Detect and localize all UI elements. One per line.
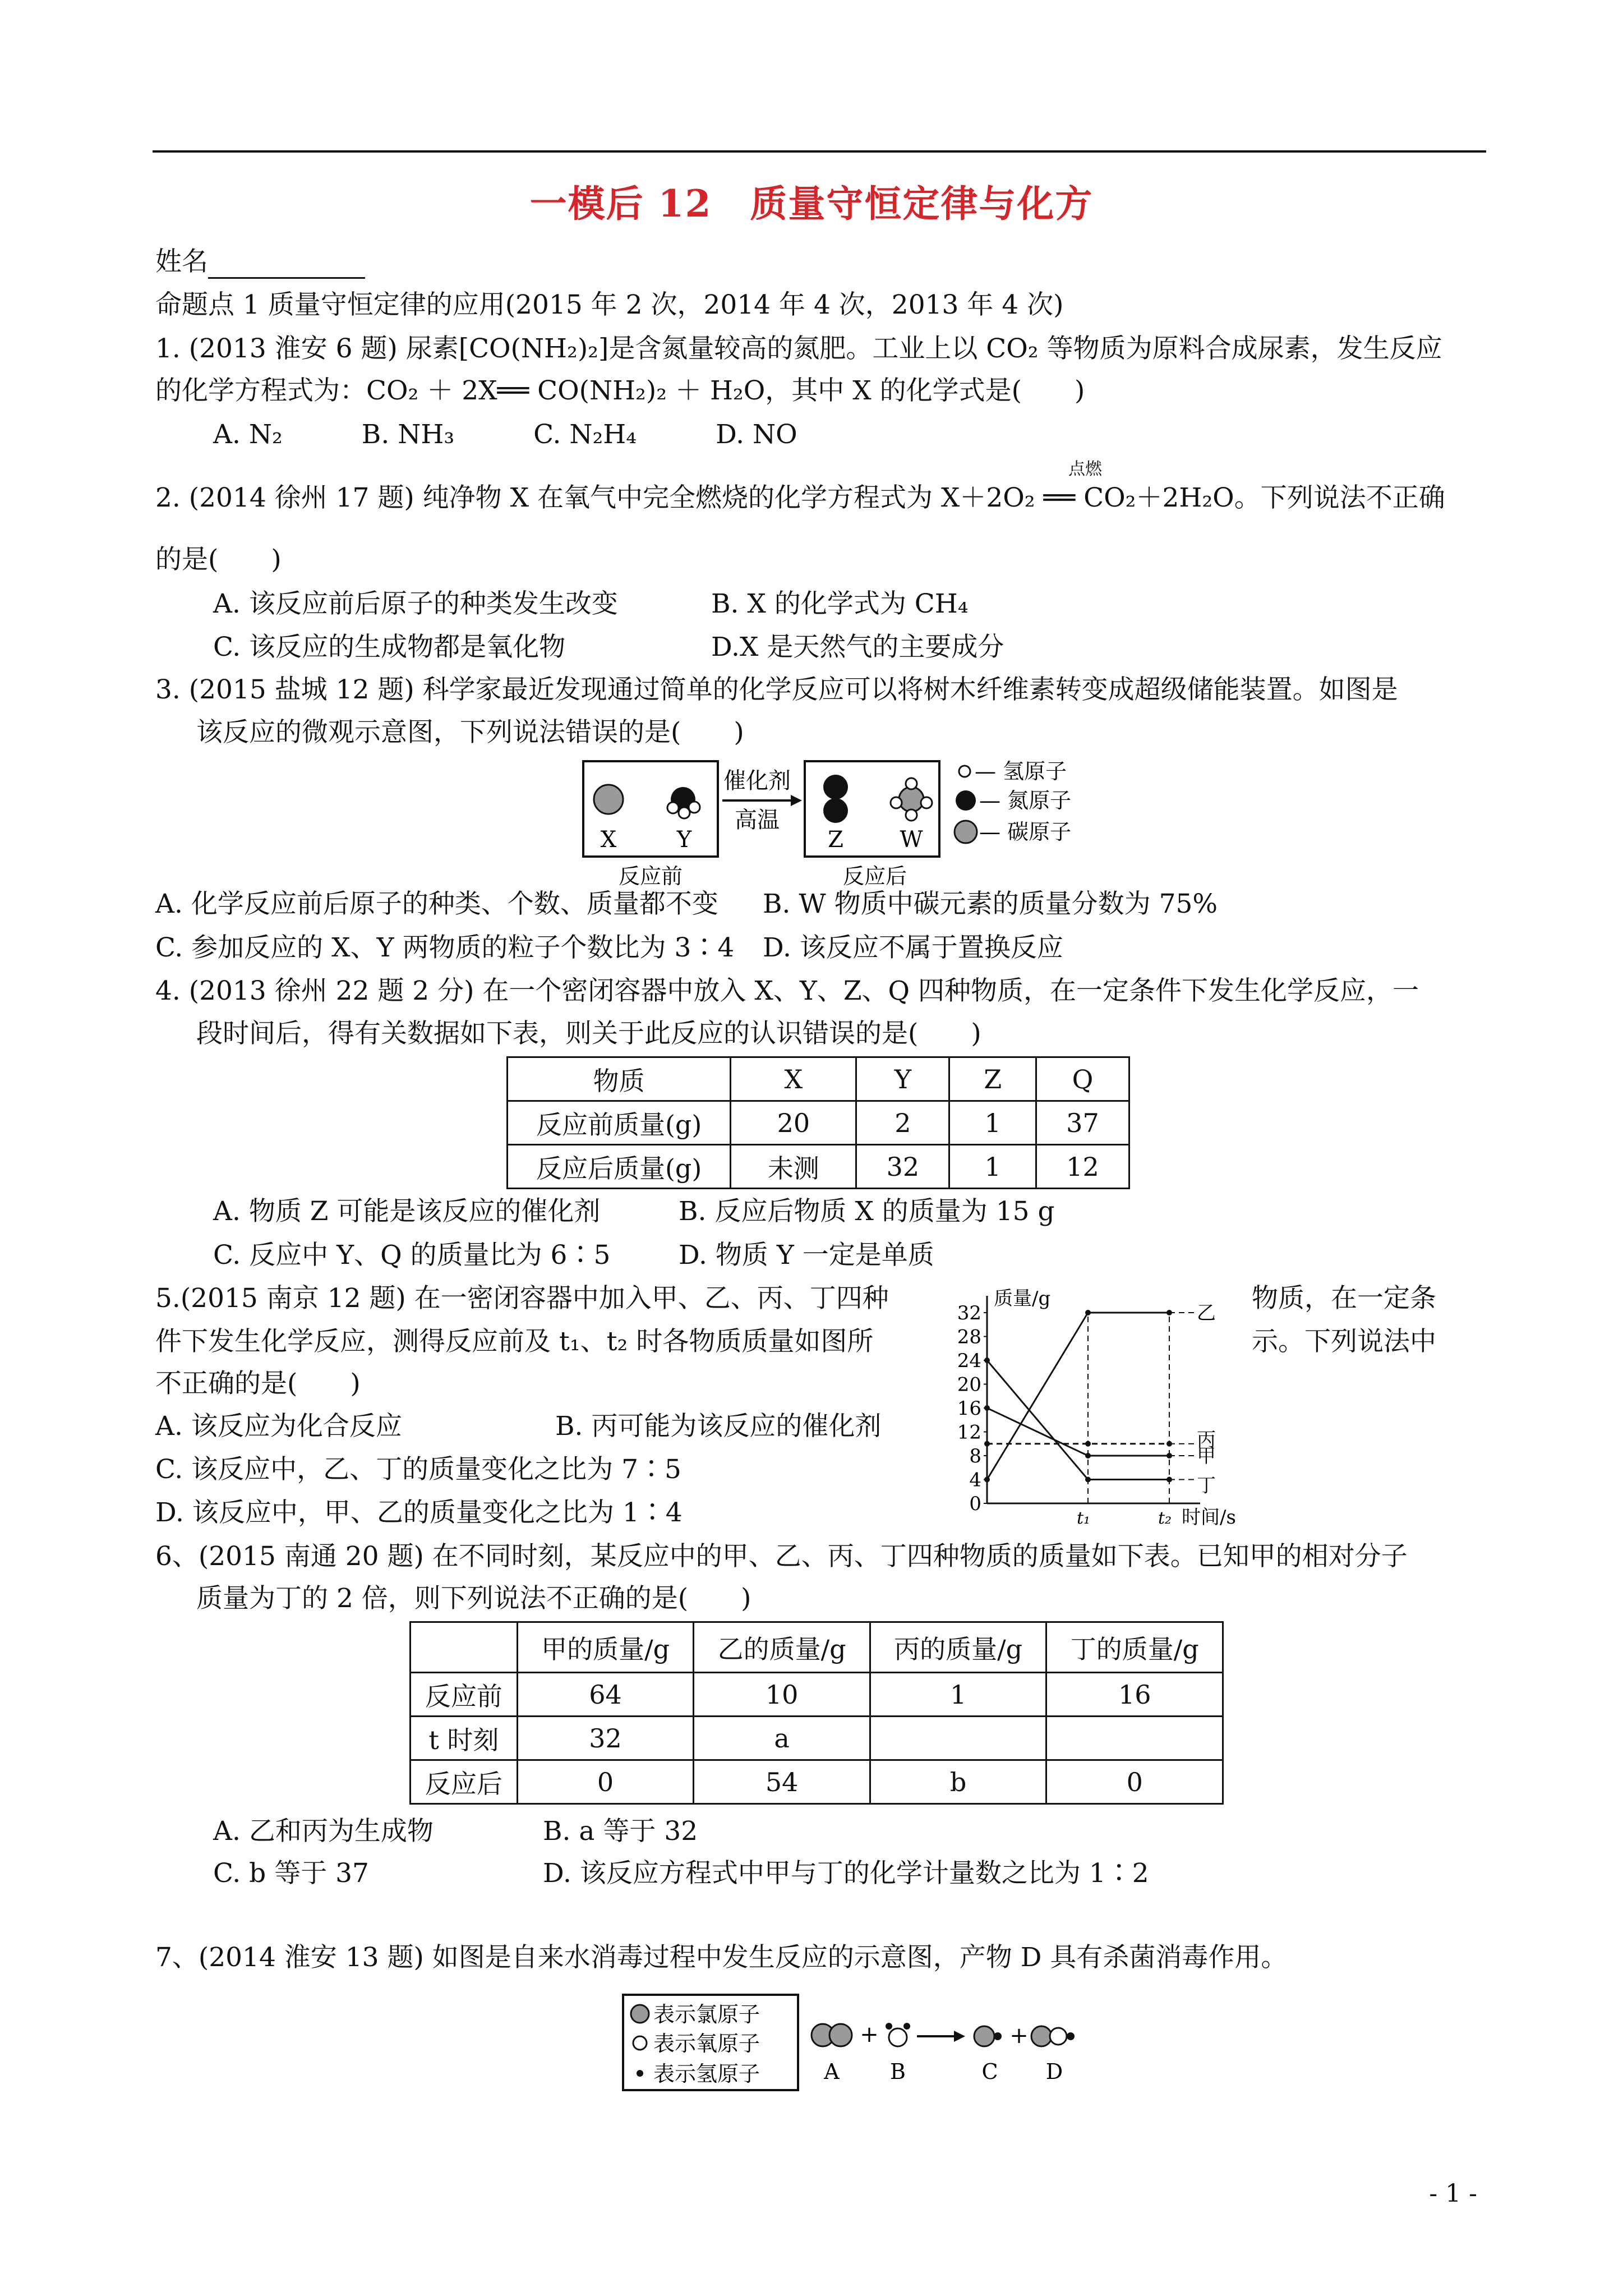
data-point	[1085, 1477, 1091, 1483]
plus-sign: +	[860, 2022, 879, 2047]
table-cell: X	[731, 1057, 856, 1101]
y-tick-label: 24	[957, 1350, 981, 1372]
label-catalyst: 催化剂	[723, 768, 791, 794]
q3-option-d: D. 该反应不属于置换反应	[763, 932, 1063, 963]
table-row	[411, 1673, 1223, 1717]
table-cell: 32	[856, 1145, 949, 1189]
legend-nitrogen-icon	[956, 790, 976, 811]
legend-hydrogen-dot: 表示氢原子	[653, 2062, 760, 2086]
series-line-丁	[987, 1360, 1169, 1480]
table-cell: 12	[1036, 1145, 1129, 1189]
table-cell: 甲的质量/g	[517, 1622, 694, 1673]
arrow-head	[791, 795, 802, 806]
q6-option-a: A. 乙和丙为生成物	[213, 1816, 434, 1847]
q2-condition: 点燃	[1068, 459, 1102, 479]
table-cell: 2	[856, 1101, 949, 1145]
table-cell: 0	[1046, 1760, 1223, 1804]
q5-option-a: A. 该反应为化合反应	[155, 1411, 402, 1442]
y-tick-label: 28	[957, 1326, 981, 1349]
x-carbon-atom	[594, 785, 623, 814]
table-cell: 丙的质量/g	[870, 1622, 1046, 1673]
plus-sign: +	[1009, 2023, 1029, 2049]
data-point	[1085, 1453, 1091, 1458]
series-line-乙	[987, 1313, 1169, 1480]
q6-option-c: C. b 等于 37	[213, 1858, 369, 1889]
q4-option-d: D. 物质 Y 一定是单质	[679, 1240, 934, 1271]
series-label: 丙	[1197, 1428, 1216, 1451]
y-tick-label: 12	[957, 1421, 981, 1444]
y-tick-label: 16	[957, 1397, 981, 1420]
molecule-d-oxygen	[1050, 2028, 1067, 2045]
q1-options: A. N₂ B. NH₃ C. N₂H₄ D. NO	[213, 419, 797, 450]
q6-line2: 质量为丁的 2 倍，则下列说法不正确的是( )	[196, 1583, 751, 1614]
name-blank[interactable]	[208, 252, 365, 279]
arrow-head	[954, 2031, 965, 2042]
table-cell: 20	[731, 1101, 856, 1145]
table-cell	[870, 1717, 1046, 1760]
table-cell: 10	[694, 1673, 870, 1717]
q3-line1: 3. (2015 盐城 12 题) 科学家最近发现通过简单的化学反应可以将树木纤维素转变成超级储能装置。如图是	[155, 674, 1398, 705]
q5-option-c: C. 该反应中，乙、丁的质量变化之比为 7∶5	[155, 1454, 681, 1485]
legend-oxygen-icon	[633, 2036, 647, 2050]
q4-option-c: C. 反应中 Y、Q 的质量比为 6∶5	[213, 1240, 611, 1271]
table-cell: Y	[856, 1057, 949, 1101]
table-cell: t 时刻	[411, 1717, 518, 1760]
q2-option-d: D.X 是天然气的主要成分	[711, 632, 1004, 662]
molecule-c-chlorine	[974, 2026, 994, 2046]
table-cell: 32	[517, 1717, 694, 1760]
series-label: 乙	[1197, 1302, 1216, 1324]
q6-table	[409, 1621, 1224, 1805]
q5-mass-time-chart	[948, 1279, 1251, 1526]
q1-line2: 的化学方程式为：CO₂ ＋ 2X══ CO(NH₂)₂ ＋ H₂O，其中 X 的化学式是( )	[155, 375, 1085, 406]
legend-chlorine-icon	[631, 2005, 649, 2023]
table-cell: 54	[694, 1760, 870, 1804]
w-hydrogen-atom	[891, 797, 902, 808]
table-cell	[1046, 1717, 1223, 1760]
q7-line1: 7、(2014 淮安 13 题) 如图是自来水消毒过程中发生反应的示意图，产物 D 具有杀菌消毒作用。	[155, 1942, 1288, 1973]
name-line	[155, 245, 365, 279]
page-number: - 1 -	[1429, 2179, 1477, 2208]
z-nitrogen-atom	[823, 775, 848, 799]
y-axis-label: 质量/g	[994, 1287, 1051, 1310]
section-heading: 命题点 1 质量守恒定律的应用(2015 年 2 次，2014 年 4 次，2013 年 4 次)	[155, 289, 1064, 320]
q5-line3: 不正确的是( )	[155, 1368, 361, 1399]
q5-line1b: 物质，在一定条	[1252, 1283, 1436, 1314]
legend-oxygen: 表示氧原子	[653, 2031, 760, 2056]
table-cell: 反应前质量(g)	[508, 1101, 731, 1145]
q4-option-b: B. 反应后物质 X 的质量为 15 g	[679, 1196, 1055, 1227]
table-cell: 1	[949, 1101, 1036, 1145]
table-row	[411, 1760, 1223, 1804]
q3-line2: 该反应的微观示意图，下列说法错误的是( )	[196, 717, 744, 748]
table-cell: 37	[1036, 1101, 1129, 1145]
table-row	[508, 1145, 1129, 1189]
y-tick-label: 8	[969, 1445, 981, 1467]
q6-option-b: B. a 等于 32	[543, 1816, 698, 1847]
q3-option-c: C. 参加反应的 X、Y 两物质的粒子个数比为 3∶4	[155, 932, 735, 963]
table-cell: 未测	[731, 1145, 856, 1189]
table-cell: 丁的质量/g	[1046, 1622, 1223, 1673]
q5-option-b: B. 丙可能为该反应的催化剂	[555, 1411, 882, 1442]
label-z: Z	[828, 827, 843, 853]
label-after: 反应后	[842, 864, 907, 889]
w-carbon-atom	[899, 787, 924, 812]
data-point	[984, 1405, 990, 1411]
legend-hydrogen-icon	[959, 766, 970, 777]
q3-option-b: B. W 物质中碳元素的质量分数为 75%	[763, 889, 1218, 919]
table-row	[508, 1101, 1129, 1145]
legend-chlorine: 表示氯原子	[653, 2002, 760, 2027]
table-cell: 1	[949, 1145, 1036, 1189]
y-hydrogen-atom	[667, 802, 679, 813]
table-header-row	[508, 1057, 1129, 1101]
w-hydrogen-atom	[906, 778, 917, 789]
q2-option-c: C. 该反应的生成物都是氧化物	[213, 632, 566, 662]
y-hydrogen-atom	[689, 802, 700, 813]
legend-carbon-icon	[955, 821, 977, 843]
table-header-row	[411, 1622, 1223, 1673]
header-rule	[153, 150, 1486, 153]
table-cell: Q	[1036, 1057, 1129, 1101]
q3-micro-diagram	[578, 754, 1116, 889]
z-nitrogen-atom	[823, 798, 848, 823]
table-cell	[411, 1622, 518, 1673]
table-cell: 反应后质量(g)	[508, 1145, 731, 1189]
legend-hydrogen: — 氢原子	[975, 759, 1067, 784]
table-cell: Z	[949, 1057, 1036, 1101]
name-label: 姓名	[155, 246, 208, 277]
w-hydrogen-atom	[906, 809, 917, 821]
y-tick-label: 20	[957, 1373, 981, 1396]
y-tick-label: 4	[969, 1469, 981, 1492]
q4-option-a: A. 物质 Z 可能是该反应的催化剂	[213, 1196, 601, 1227]
q2-line2: 的是( )	[155, 544, 282, 575]
table-cell: 反应后	[411, 1760, 518, 1804]
w-hydrogen-atom	[921, 797, 932, 808]
q4-line2: 段时间后，得有关数据如下表，则关于此反应的认识错误的是( )	[196, 1018, 981, 1049]
label-before: 反应前	[618, 864, 683, 889]
table-row	[411, 1717, 1223, 1760]
molecule-d-hydrogen	[1067, 2032, 1075, 2040]
q5-line1a: 5.(2015 南京 12 题) 在一密闭容器中加入甲、乙、丙、丁四种	[155, 1283, 889, 1314]
table-cell: 物质	[508, 1057, 731, 1101]
data-point	[984, 1358, 990, 1363]
table-cell: 1	[870, 1673, 1046, 1717]
series-label: 丁	[1197, 1474, 1216, 1497]
table-cell: 0	[517, 1760, 694, 1804]
data-point	[984, 1477, 990, 1483]
label-x: X	[600, 827, 617, 853]
label-b: B	[890, 2059, 906, 2084]
legend-carbon: — 碳原子	[979, 820, 1072, 844]
y-tick-label: 32	[957, 1302, 981, 1324]
table-cell: 乙的质量/g	[694, 1622, 870, 1673]
table-cell: 64	[517, 1673, 694, 1717]
molecule-c-hydrogen	[994, 2032, 1002, 2040]
molecule-b-oxygen	[889, 2028, 907, 2046]
table-cell: a	[694, 1717, 870, 1760]
q2-option-b: B. X 的化学式为 CH₄	[711, 588, 969, 619]
molecule-b-hydrogen	[903, 2023, 910, 2030]
label-w: W	[900, 827, 923, 853]
label-y: Y	[676, 827, 692, 853]
q4-table	[506, 1056, 1130, 1189]
series-label: 甲	[1197, 1445, 1216, 1467]
q5-line2b: 示。下列说法中	[1252, 1326, 1436, 1357]
table-cell: 反应前	[411, 1673, 518, 1717]
q6-option-d: D. 该反应方程式中甲与丁的化学计量数之比为 1∶2	[543, 1858, 1149, 1889]
series-line-甲	[987, 1408, 1169, 1456]
page-title: 一模后 12 质量守恒定律与化方	[529, 182, 1094, 226]
y-tick-label: 0	[969, 1493, 981, 1515]
data-point	[984, 1441, 990, 1447]
molecule-b-hydrogen	[886, 2023, 892, 2030]
data-point	[1085, 1310, 1091, 1315]
q5-line2a: 件下发生化学反应，测得反应前及 t₁、t₂ 时各物质质量如图所	[155, 1326, 874, 1357]
label-temp: 高温	[735, 807, 780, 833]
q2-line1: 2. (2014 徐州 17 题) 纯净物 X 在氧气中完全燃烧的化学方程式为 X＋2O₂ ══ CO₂＋2H₂O。下列说法不正确	[155, 482, 1445, 513]
legend-nitrogen: — 氮原子	[979, 788, 1072, 813]
x-tick-label: t₁	[1076, 1508, 1091, 1526]
table-cell: 16	[1046, 1673, 1223, 1717]
q5-option-d: D. 该反应中，甲、乙的质量变化之比为 1∶4	[155, 1497, 683, 1528]
table-cell: b	[870, 1760, 1046, 1804]
label-a: A	[824, 2059, 840, 2084]
label-c: C	[981, 2059, 998, 2084]
label-d: D	[1045, 2059, 1063, 2084]
q3-option-a: A. 化学反应前后原子的种类、个数、质量都不变	[155, 889, 718, 919]
molecule-d-chlorine	[1031, 2026, 1052, 2046]
x-axis-label: 时间/s	[1182, 1506, 1236, 1526]
legend-hydrogen-dot-icon	[637, 2070, 643, 2077]
q6-line1: 6、(2015 南通 20 题) 在不同时刻，某反应中的甲、乙、丙、丁四种物质的质量如下表。已知甲的相对分子	[155, 1541, 1408, 1572]
q7-reaction-diagram	[620, 1991, 1102, 2098]
q4-line1: 4. (2013 徐州 22 题 2 分) 在一个密闭容器中放入 X、Y、Z、Q 四种物质，在一定条件下发生化学反应，一	[155, 976, 1419, 1006]
q2-option-a: A. 该反应前后原子的种类发生改变	[213, 588, 618, 619]
q1-line1: 1. (2013 淮安 6 题) 尿素[CO(NH₂)₂]是含氮量较高的氮肥。工业上以 CO₂ 等物质为原料合成尿素，发生反应	[155, 333, 1442, 364]
data-point	[1085, 1441, 1091, 1447]
molecule-a-atom	[829, 2024, 852, 2046]
x-tick-label: t₂	[1158, 1508, 1172, 1526]
